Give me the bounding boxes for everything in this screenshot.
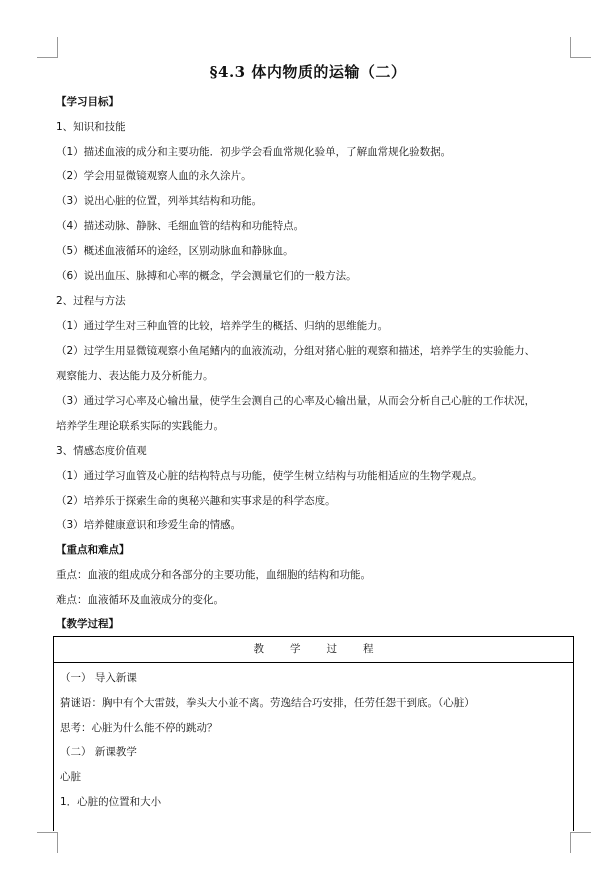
knowledge-item: （2）学会用显微镜观察人血的永久涂片。 xyxy=(56,170,252,182)
page-title: §4.3 体内物质的运输（二） xyxy=(209,63,407,81)
difficult-point: 难点：血液循环及血液成分的变化。 xyxy=(56,594,224,606)
teaching-process-table xyxy=(53,636,574,831)
process-item: （1）通过学生对三种血管的比较，培养学生的概括、归纳的思维能力。 xyxy=(56,320,389,332)
knowledge-item: （1）描述血液的成分和主要功能．初步学会看血常规化验单，了解血常规化验数据。 xyxy=(56,146,452,158)
teaching-process-header: 【教学过程】 xyxy=(56,618,119,630)
table-row: 1．心脏的位置和大小 xyxy=(60,796,162,808)
table-row: （二） 新课教学 xyxy=(60,746,137,758)
corner-mark-top-right xyxy=(570,37,591,58)
knowledge-item: （3）说出心脏的位置，列举其结构和功能。 xyxy=(56,195,263,207)
table-row: （一） 导入新课 xyxy=(60,672,137,684)
corner-mark-top-left xyxy=(37,37,58,58)
goals-header: 【学习目标】 xyxy=(56,96,119,108)
knowledge-item: （5）概述血液循环的途经，区别动脉血和静脉血。 xyxy=(56,245,294,257)
process-heading: 2、过程与方法 xyxy=(56,295,126,307)
process-item: （2）过学生用显微镜观察小鱼尾鳍内的血液流动，分组对猪心脏的观察和描述，培养学生的实验能力、 xyxy=(56,345,536,357)
table-row: 思考：心脏为什么能不停的跳动？ xyxy=(60,722,218,734)
process-item: （3）通过学习心率及心输出量，使学生会测自己的心率及心输出量，从而会分析自己心脏的工作状况， xyxy=(56,395,536,407)
knowledge-item: （4）描述动脉、静脉、毛细血管的结构和功能特点。 xyxy=(56,220,305,232)
process-item: 培养学生理论联系实际的实践能力。 xyxy=(56,420,224,432)
knowledge-item: （6）说出血压、脉搏和心率的概念，学会测量它们的一般方法。 xyxy=(56,270,357,282)
knowledge-heading: 1、知识和技能 xyxy=(56,121,126,133)
corner-mark-bottom-right xyxy=(570,832,591,853)
table-row: 心脏 xyxy=(60,771,81,783)
emotion-item: （3）培养健康意识和珍爱生命的情感。 xyxy=(56,519,242,531)
table-row: 猜谜语：胸中有个大雷鼓，拳头大小並不离。劳逸结合巧安排，任劳任怨干到底。（心脏） xyxy=(60,697,475,709)
process-item: 观察能力、表达能力及分析能力。 xyxy=(56,370,214,382)
key-point: 重点：血液的组成成分和各部分的主要功能，血细胞的结构和功能。 xyxy=(56,569,371,581)
emotion-heading: 3、情感态度价值观 xyxy=(56,445,147,457)
emotion-item: （2）培养乐于探索生命的奥秘兴趣和实事求是的科学态度。 xyxy=(56,495,336,507)
key-difficult-header: 【重点和难点】 xyxy=(56,544,130,556)
table-header: 教学过程 xyxy=(54,637,573,663)
emotion-item: （1）通过学习血管及心脏的结构特点与功能，使学生树立结构与功能相适应的生物学观点。 xyxy=(56,470,483,482)
corner-mark-bottom-left xyxy=(37,832,58,853)
